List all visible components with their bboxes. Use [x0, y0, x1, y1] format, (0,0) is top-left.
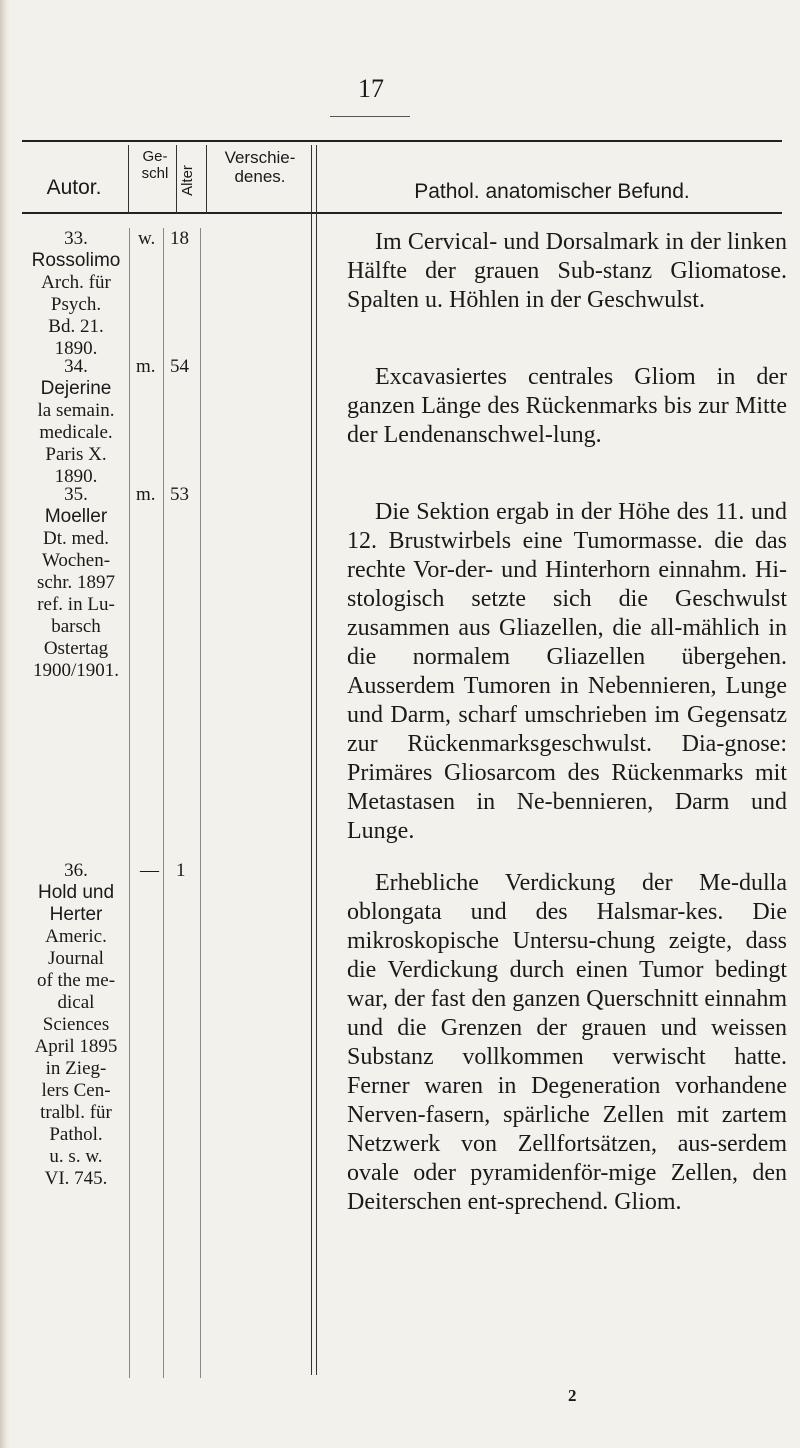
reference-line: ref. in Lu-	[37, 594, 115, 615]
sex-value: —	[140, 860, 159, 881]
reference-line: Wochen-	[41, 550, 111, 571]
reference-line: VI. 745.	[44, 1168, 108, 1189]
reference-line: Psych.	[50, 294, 102, 315]
column-divider	[311, 145, 312, 1375]
reference-line: 1890.	[54, 466, 98, 487]
reference-line: Paris X.	[45, 444, 107, 465]
author-name: Moeller	[44, 506, 108, 527]
page-number: 17	[358, 74, 384, 103]
header-verschiedenes-line: denes.	[234, 167, 286, 186]
header-befund: Pathol. anatomischer Befund.	[414, 180, 690, 203]
reference-line: Sciences	[42, 1014, 110, 1035]
author-entry	[24, 860, 128, 1190]
author-name: Rossolimo	[31, 250, 121, 271]
entry-number: 35.	[64, 484, 88, 505]
reference-line: Americ.	[45, 926, 107, 947]
column-divider	[206, 145, 207, 213]
table-header-rule	[22, 212, 782, 214]
sex-value: m.	[136, 484, 156, 505]
footer-mark: 2	[568, 1386, 577, 1405]
reference-line: of the me-	[36, 970, 116, 991]
header-geschlecht-line: Ge-	[142, 148, 168, 165]
author-name: Dejerine	[40, 378, 112, 399]
reference-line: barsch	[51, 616, 101, 637]
reference-line: Arch. für	[41, 272, 111, 293]
author-name: Hold und Herter	[37, 882, 115, 925]
column-divider	[128, 145, 129, 213]
author-entry	[24, 484, 128, 682]
entry-number: 36.	[64, 860, 88, 881]
age-value: 53	[170, 484, 189, 505]
column-divider	[200, 228, 201, 1378]
column-divider	[176, 145, 177, 213]
reference-line: medicale.	[39, 422, 113, 443]
header-alter	[178, 165, 202, 196]
age-value: 1	[176, 860, 186, 881]
author-entry	[24, 356, 128, 488]
header-verschiedenes-line: Verschie-	[224, 148, 296, 167]
entry-number: 33.	[64, 228, 88, 249]
column-divider	[163, 228, 164, 1378]
header-autor: Autor.	[46, 176, 102, 199]
reference-line: Dt. med.	[43, 528, 109, 549]
finding-text: Excavasiertes centrales Gliom in der ganzen Länge des Rückenmarks bis zur Mitte der Lendenanschwel-lung.	[347, 364, 787, 448]
column-divider	[316, 145, 317, 1375]
reference-line: Bd. 21.	[48, 316, 104, 337]
reference-line: in Zieg-	[45, 1058, 107, 1079]
reference-line: Ostertag	[43, 638, 109, 659]
reference-line: tralbl. für	[40, 1102, 112, 1123]
reference-line: lers Cen-	[41, 1080, 111, 1101]
reference-line: u. s. w.	[49, 1146, 103, 1167]
reference-line: Pathol.	[49, 1124, 103, 1145]
age-value: 18	[170, 228, 189, 249]
header-alter-label: Alter	[178, 165, 196, 196]
reference-line: la semain.	[37, 400, 115, 421]
header-geschlecht	[135, 148, 175, 182]
reference-line: schr. 1897	[36, 572, 116, 593]
reference-line: April 1895	[34, 1036, 118, 1057]
entry-number: 34.	[64, 356, 88, 377]
reference-line: 1890.	[54, 338, 98, 359]
age-value: 54	[170, 356, 189, 377]
page-number-rule	[330, 116, 410, 117]
page-edge-shadow	[0, 0, 10, 1448]
reference-line: Journal	[48, 948, 104, 969]
reference-line: 1900/1901.	[32, 660, 120, 681]
finding-text: Die Sektion ergab in der Höhe des 11. und 12. Brustwirbels eine Tumormasse. die das rechte Vor-der- und Hinterhorn einnahm. Hi-stologisch setzte sich die Geschwulst zusammen aus Gliazellen, die all-mählich in die normalem Gliazellen übergehen. Ausserdem Tumoren in Nebennieren, Lunge und Darm, scharf umschrieben im Gegensatz zur Rückenmarksgeschwulst. Dia-gnose: Primäres Gliosarcom des Rückenmarks mit Metastasen in Ne-bennieren, Darm und Lunge.	[347, 499, 787, 844]
reference-line: dical	[57, 992, 95, 1013]
author-entry	[24, 228, 128, 360]
table-top-rule	[22, 140, 782, 142]
header-verschiedenes	[210, 148, 310, 186]
sex-value: w.	[138, 228, 156, 249]
finding-text: Erhebliche Verdickung der Me-dulla oblongata und des Halsmar-kes. Die mikroskopische Untersu-chung zeigte, dass die Verdickung durch einen Tumor bedingt war, der fast den ganzen Querschnitt einnahm und die Grenzen der grauen und weissen Substanz vollkommen verwischt hatte. Ferner waren in Degeneration vorhandene Nerven-fasern, spärliche Zellen mit zartem Netzwerk von Zellfortsätzen, aus-serdem ovale oder pyramidenför-mige Zellen, den Deiterschen ent-sprechend. Gliom.	[347, 870, 787, 1215]
sex-value: m.	[136, 356, 156, 377]
column-divider	[129, 228, 130, 1378]
header-geschlecht-line: schl	[141, 165, 169, 182]
finding-text: Im Cervical- und Dorsalmark in der linken Hälfte der grauen Sub-stanz Gliomatose. Spalten u. Höhlen in der Geschwulst.	[347, 229, 787, 313]
